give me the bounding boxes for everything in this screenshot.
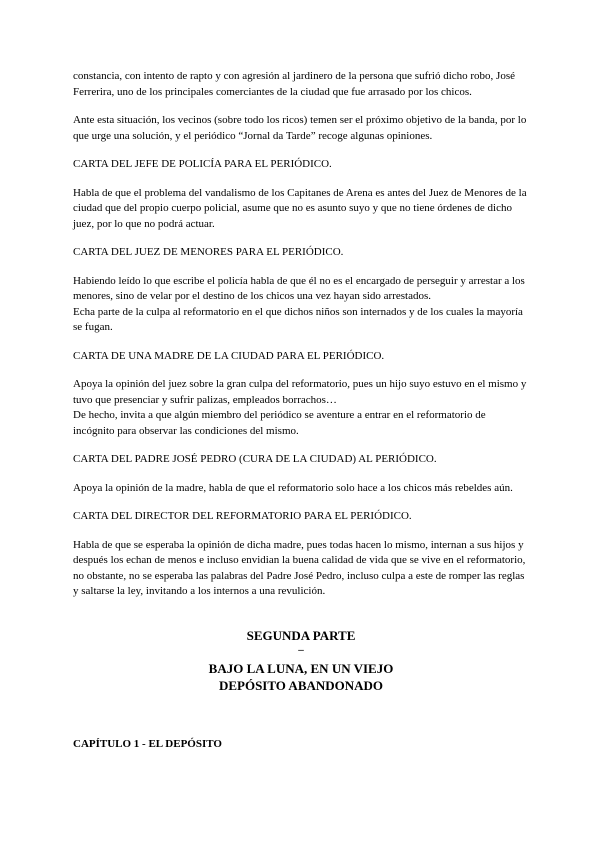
- section-heading-father-jose-pedro: CARTA DEL PADRE JOSÉ PEDRO (CURA DE LA CIUDAD) AL PERIÓDICO.: [73, 453, 437, 465]
- paragraph-father-jose-pedro: Apoya la opinión de la madre, habla de que el reformatorio solo hace a los chicos más rebeldes aún.: [73, 481, 513, 494]
- section-heading-reformatory-director: CARTA DEL DIRECTOR DEL REFORMATORIO PARA EL PERIÓDICO.: [73, 510, 412, 522]
- part-subtitle-line-1: BAJO LA LUNA, EN UN VIEJO: [208, 661, 394, 676]
- paragraph-reformatory-director: Habla de que se esperaba la opinión de dicha madre, pues todas hacen lo mismo, internan a sus hijos y después los echan de menos e incluso envidian la buena calidad de vida que se vive en el reformatorio, no obstante, no se esperaba las palabras del Padre José Pedro, incluso culpa a este de romper las reglas y saltarse la ley, invitando a los internos a una revulición.: [73, 538, 526, 597]
- part-subtitle-line-2: DEPÓSITO ABANDONADO: [218, 678, 384, 693]
- paragraph-mother-1: Apoya la opinión del juez sobre la gran culpa del reformatorio, pues un hijo suyo estuvo en el mismo y tuvo que presenciar y sufrir palizas, empleados borrachos…: [73, 378, 527, 406]
- section-heading-juvenile-judge: CARTA DEL JUEZ DE MENORES PARA EL PERIÓDICO.: [73, 246, 344, 258]
- document-body: [73, 69, 529, 613]
- chapter-heading: CAPÍTULO 1 - EL DEPÓSITO: [73, 738, 222, 750]
- section-heading-mother: CARTA DE UNA MADRE DE LA CIUDAD PARA EL PERIÓDICO.: [73, 349, 385, 362]
- part-separator-dash: –: [298, 644, 304, 656]
- paragraph-mother-2: De hecho, invita a que algún miembro del periódico se aventure a entrar en el reformatorio de incógnito para observar las condiciones del mismo.: [73, 409, 486, 437]
- paragraph-juvenile-judge-2: Echa parte de la culpa al reformatorio en el que dichos niños son internados y de los cuales la mayoría se fugan.: [73, 305, 523, 333]
- paragraph-neighbors-situation: Ante esta situación, los vecinos (sobre todo los ricos) temen ser el próximo objetivo de la banda, por lo que urge una solución, y el periódico “Jornal da Tarde” recoge algunas opiniones.: [73, 114, 527, 142]
- paragraph-juvenile-judge-1: Habiendo leído lo que escribe el policía habla de que él no es el encargado de perseguir y arrestar a los menores, sino de velar por el destino de los chicos una vez hayan sido arrestados.: [73, 274, 525, 302]
- part-subtitle: [73, 660, 529, 694]
- paragraph-intro-continuation: constancia, con intento de rapto y con agresión al jardinero de la persona que sufrió dicho robo, José Ferrerira, uno de los principales comerciantes de la ciudad que fue arrasado por los chicos.: [73, 70, 515, 98]
- paragraph-police-chief: Habla de que el problema del vandalismo de los Capitanes de Arena es antes del Juez de Menores de la ciudad que del propio cuerpo policial, asume que no es asunto suyo y que no tiene órdenes de dicho juez, por lo que no podrá actuar.: [73, 186, 527, 230]
- part-title: SEGUNDA PARTE: [246, 628, 356, 643]
- section-heading-police-chief: CARTA DEL JEFE DE POLICÍA PARA EL PERIÓDICO.: [73, 158, 332, 170]
